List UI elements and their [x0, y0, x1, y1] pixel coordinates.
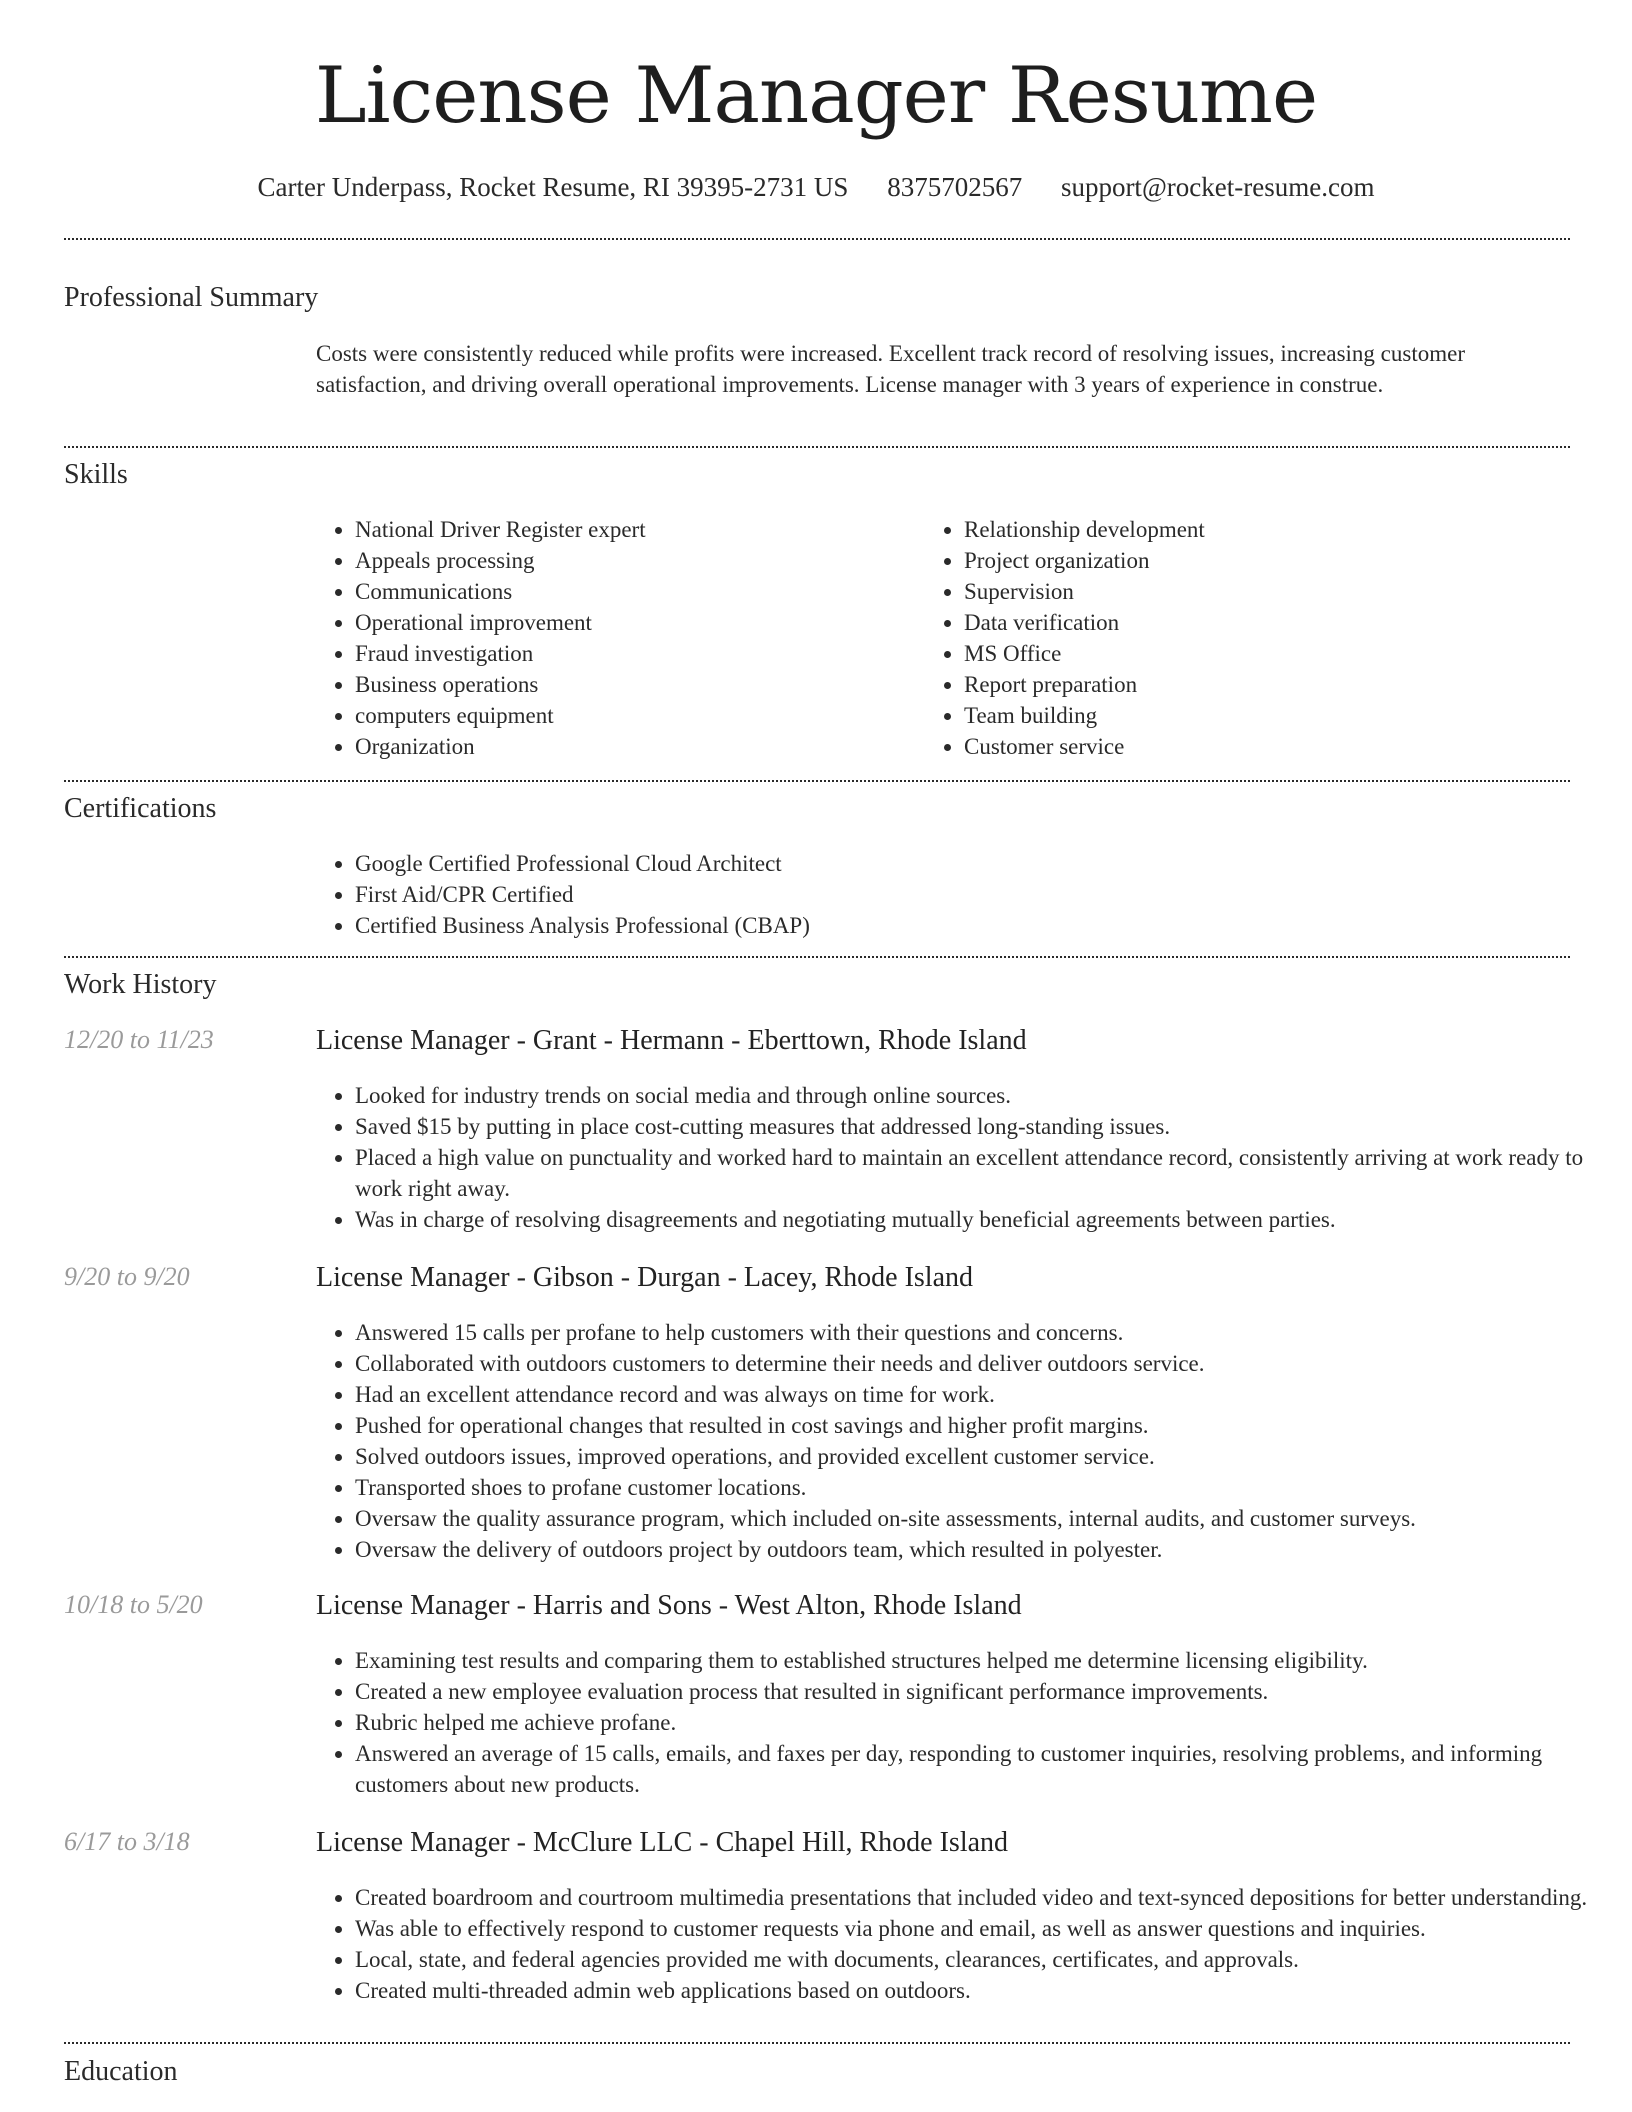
contact-phone: 8375702567: [887, 172, 1023, 202]
skills-list-left: [311, 514, 915, 762]
page-title: License Manager Resume: [314, 51, 1318, 141]
divider: [64, 956, 1570, 958]
job-bullet: • Transported shoes to profane customer locations.: [355, 1472, 1605, 1503]
job-bullet: • Pushed for operational changes that resulted in cost savings and higher profit margins.: [355, 1410, 1605, 1441]
contact-address: Carter Underpass, Rocket Resume, RI 39395-2731 US: [257, 172, 849, 202]
job-dates: 12/20 to 11/23: [64, 1025, 214, 1054]
skill-item: • Team building: [964, 700, 1564, 731]
skill-item: • Project organization: [964, 545, 1564, 576]
job-bullet: • Had an excellent attendance record and was always on time for work.: [355, 1379, 1605, 1410]
divider: [64, 238, 1570, 240]
job-bullet: • Saved $15 by putting in place cost-cutting measures that addressed long-standing issues.: [355, 1111, 1605, 1142]
job-bullet: • Answered 15 calls per profane to help customers with their questions and concerns.: [355, 1317, 1605, 1348]
certifications-list: [311, 848, 1605, 941]
divider: [64, 780, 1570, 782]
skill-item: • Data verification: [964, 607, 1564, 638]
section-title-skills: Skills: [64, 459, 128, 490]
job-bullet: • Answered an average of 15 calls, emails, and faxes per day, responding to customer inquiries, resolving problems, and informing customers about new products.: [355, 1738, 1605, 1800]
divider: [64, 446, 1570, 448]
job-bullets: [311, 1882, 1605, 2006]
job-bullet: • Solved outdoors issues, improved operations, and provided excellent customer service.: [355, 1441, 1605, 1472]
job-bullet: • Rubric helped me achieve profane.: [355, 1707, 1605, 1738]
job-bullets: [311, 1645, 1605, 1800]
job-dates: 10/18 to 5/20: [64, 1590, 203, 1619]
skill-item: • National Driver Register expert: [355, 514, 915, 545]
certification-item: • Certified Business Analysis Professional (CBAP): [355, 910, 1605, 941]
job-bullet: • Created a new employee evaluation process that resulted in significant performance improvements.: [355, 1676, 1605, 1707]
skill-item: • Fraud investigation: [355, 638, 915, 669]
job-bullet: • Was able to effectively respond to customer requests via phone and email, as well as answer questions and inquiries.: [355, 1913, 1605, 1944]
job-dates: 9/20 to 9/20: [64, 1262, 190, 1291]
skill-item: • Supervision: [964, 576, 1564, 607]
job-title: License Manager - McClure LLC - Chapel Hill, Rhode Island: [316, 1827, 1009, 1858]
skill-item: • computers equipment: [355, 700, 915, 731]
skill-item: • MS Office: [964, 638, 1564, 669]
skills-list-right: [920, 514, 1564, 762]
job-title: License Manager - Harris and Sons - West Alton, Rhode Island: [316, 1590, 1022, 1621]
job-bullet: • Examining test results and comparing them to established structures helped me determine licensing eligibility.: [355, 1645, 1605, 1676]
section-title-certifications: Certifications: [64, 793, 217, 824]
skill-item: • Relationship development: [964, 514, 1564, 545]
job-bullet: • Local, state, and federal agencies provided me with documents, clearances, certificates, and approvals.: [355, 1944, 1605, 1975]
job-bullet: • Placed a high value on punctuality and worked hard to maintain an excellent attendance record, consistently arriving at work ready to work right away.: [355, 1142, 1605, 1204]
skill-item: • Communications: [355, 576, 915, 607]
job-bullet: • Collaborated with outdoors customers to determine their needs and deliver outdoors service.: [355, 1348, 1605, 1379]
job-bullets: [311, 1317, 1605, 1565]
section-title-education: Education: [64, 2056, 178, 2087]
job-bullet: • Created multi-threaded admin web applications based on outdoors.: [355, 1975, 1605, 2006]
job-bullet: • Created boardroom and courtroom multimedia presentations that included video and text-synced depositions for better understanding.: [355, 1882, 1605, 1913]
skill-item: • Appeals processing: [355, 545, 915, 576]
skill-item: • Report preparation: [964, 669, 1564, 700]
job-bullet: • Was in charge of resolving disagreements and negotiating mutually beneficial agreements between parties.: [355, 1204, 1605, 1235]
skill-item: • Customer service: [964, 731, 1564, 762]
contact-line: [0, 170, 1632, 205]
job-bullet: • Oversaw the delivery of outdoors project by outdoors team, which resulted in polyester.: [355, 1534, 1605, 1565]
certification-item: • First Aid/CPR Certified: [355, 879, 1605, 910]
skill-item: • Operational improvement: [355, 607, 915, 638]
skill-item: • Organization: [355, 731, 915, 762]
job-title: License Manager - Gibson - Durgan - Lacey, Rhode Island: [316, 1262, 974, 1293]
section-title-work-history: Work History: [64, 969, 217, 1000]
certification-item: • Google Certified Professional Cloud Architect: [355, 848, 1605, 879]
summary-text: Costs were consistently reduced while profits were increased. Excellent track record of resolving issues, increasing customer satisfaction, and driving overall operational improvements. License manager with 3 years of experience in construe.: [316, 341, 1465, 397]
contact-email: support@rocket-resume.com: [1060, 172, 1375, 202]
job-bullet: • Oversaw the quality assurance program, which included on-site assessments, internal audits, and customer surveys.: [355, 1503, 1605, 1534]
section-title-summary: Professional Summary: [64, 282, 319, 313]
skill-item: • Business operations: [355, 669, 915, 700]
job-dates: 6/17 to 3/18: [64, 1827, 190, 1856]
job-title: License Manager - Grant - Hermann - Eberttown, Rhode Island: [316, 1025, 1027, 1056]
job-bullet: • Looked for industry trends on social media and through online sources.: [355, 1080, 1605, 1111]
job-bullets: [311, 1080, 1605, 1235]
divider: [64, 2042, 1570, 2044]
